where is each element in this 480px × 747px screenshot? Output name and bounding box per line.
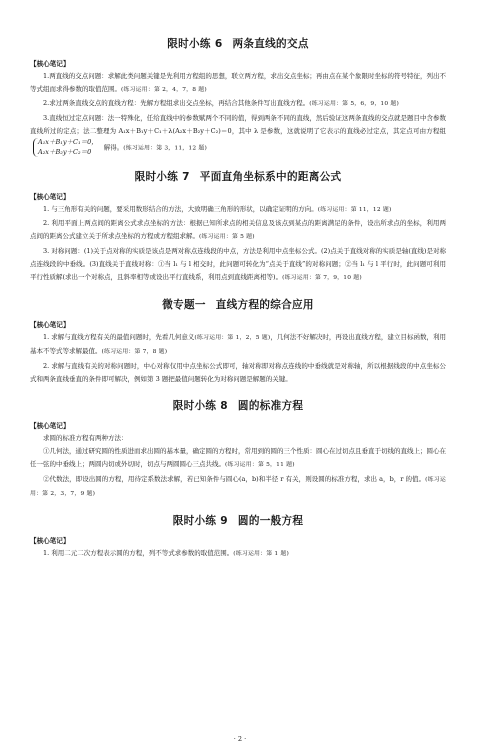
page [0,36,480,747]
note-paragraph [30,112,446,157]
note-paragraph [30,473,446,501]
note-text: ②代数法，即设出圆的方程，用待定系数法求解，若已知条件与圆心(a，b)和半径 r 有关，则设圆的标准方程，求出 a，b，r 的值。 [43,474,426,483]
note-paragraph [30,331,446,359]
note-paragraph [30,547,446,561]
section-number: 限时小练 7 [134,171,190,184]
section-title-6 [30,36,446,51]
exercise-reference: (练习运用：第 11，12 题) [317,207,392,214]
note-paragraph [30,432,446,445]
exercise-reference: (练习运用：第 2，3，7，9 题) [30,476,446,497]
exercise-reference: (练习运用：第 5，11 题) [225,462,295,469]
note-text: 1. 利用二元二次方程表示圆的方程，列不等式求参数的取值范围。 [43,549,234,558]
section-title-9 [30,513,446,528]
section-title-micro-1 [30,297,446,312]
note-paragraph [30,445,446,472]
core-notes-tag: 【核心笔记】 [30,537,70,546]
note-text: 1.两直线的交点问题：求解此类问题关键是先利用方程组的思想，联立两方程，求出交点坐标；再由点在某个象限时坐标的符号特征，列出不等式组而求得参数的取值范围。 [30,72,446,94]
note-text: 3.直线恒过定点问题：法一特殊化，任给直线中的参数赋两个不同的值，得到两条不同的直线，然后验证这两条直线的交点就是题目中含参数直线所过的定点；法二整理为 A₁x＋B₁y＋C₁＋λ(A₂x＋B₂y＋C₂)＝0，其中 λ 是参数，这就说明了它表示的直线必过定点，其定点可由方程组 [30,113,446,135]
section-title-7 [30,169,446,184]
equation-line: A₂x＋B₂y＋C₂＝0 [38,147,92,156]
exercise-reference: (练习运用：第 2，4，7，8 题) [121,87,207,94]
section-heading: 两条直线的交点 [232,38,309,50]
core-notes-tag: 【核心笔记】 [30,193,70,202]
exercise-reference: (练习运用：第 1 题) [233,551,290,558]
note-text: ①几何法，通过研究圆的性质进而求出圆的基本量，确定圆的方程时，常用到的圆的三个性质：圆心在过切点且垂直于切线的直线上；圆心在任一弦的中垂线上；两圆内切或外切时，切点与两圆圆心三点共线。 [30,447,446,469]
equation-system [33,138,101,157]
exercise-reference: (练习运用：第 5 题) [199,234,255,241]
note-paragraph [30,203,446,217]
note-paragraph [30,70,446,97]
section-heading: 平面直角坐标系中的距离公式 [199,171,342,184]
exercise-reference: (练习运用：第 7，9，10 题) [282,275,362,282]
exercise-reference: (练习运用：第 7，8 题) [101,349,168,356]
note-text: 求圆的标准方程有两种方法： [43,434,128,443]
equation-line: A₁x＋B₁y＋C₁＝0， [38,138,98,147]
core-notes-tag: 【核心笔记】 [30,321,70,330]
section-number: 限时小练 9 [172,515,228,528]
core-notes-tag: 【核心笔记】 [30,422,70,431]
note-text: 1. 求解与直线方程有关的最值问题时，先看几何意义 [43,333,195,342]
section-title-8 [30,398,446,413]
note-text: 1. 与三角形有关的问题，要采用数形结合的方法，大致明确三角形的形状，以确定证明的方向。 [43,205,318,214]
section-number: 微专题一 [162,299,206,312]
note-paragraph [30,360,446,386]
section-heading: 圆的标准方程 [237,400,304,413]
note-text: ，几何法不好解决时，再设出直线方程，建立目标函数，利用基本不等式等求解最值。 [30,333,446,356]
exercise-reference: (练习运用：第 3，11，12 题) [123,145,207,152]
note-text: 2.求过两条直线交点的直线方程：先解方程组求出交点坐标，再结合其他条件写出直线方程。 [43,99,310,108]
section-number: 限时小练 8 [172,400,228,413]
section-number: 限时小练 6 [167,38,223,50]
note-text: 2. 求解与直线有关的对称问题时，中心对称仅用中点坐标公式即可，轴对称即对称点连线的中垂线就是对称轴，所以根据线段的中点坐标公式和两条直线垂直的条件即可解决，例如第 3 题把最值问题转化为对称问题是解题的关键。 [30,361,446,383]
note-text: 2. 利用平面上两点间的距离公式求点坐标的方法：根据已知所求点的相关信息及该点到某点的距离满足的条件，设出所求点的坐标，利用两点间的距离公式建立关于所求点坐标的方程或方程组求解。 [30,219,446,241]
section-heading: 直线方程的综合应用 [215,299,314,312]
note-text: 3. 对称问题：(1)关于点对称的实质是该点是两对称点连线段的中点，方法是利用中点坐标公式。(2)点关于直线对称的实质是轴(直线)是对称点连线段的中垂线。(3)直线关于直线对称：①当 l₁ 与 l 相交时，此问题可转化为“点关于直线”的对称问题；②当 l₁ 与 l 平行时，此问题可利用平行性质解(求出一个对称点，且斜率相等或设出平行直线系，利用点到直线距离相等)。 [30,246,446,282]
exercise-reference: (练习运用：第 5，6，9，10 题) [309,101,399,108]
page-number: · 2 · [233,735,247,743]
note-text: 解得。 [103,143,124,152]
exercise-reference: (练习运用：第 1，2，5 题) [194,335,271,342]
section-heading: 圆的一般方程 [237,515,304,528]
note-paragraph [30,97,446,111]
note-paragraph [30,217,446,244]
core-notes-tag: 【核心笔记】 [30,60,70,68]
note-paragraph [30,245,446,286]
